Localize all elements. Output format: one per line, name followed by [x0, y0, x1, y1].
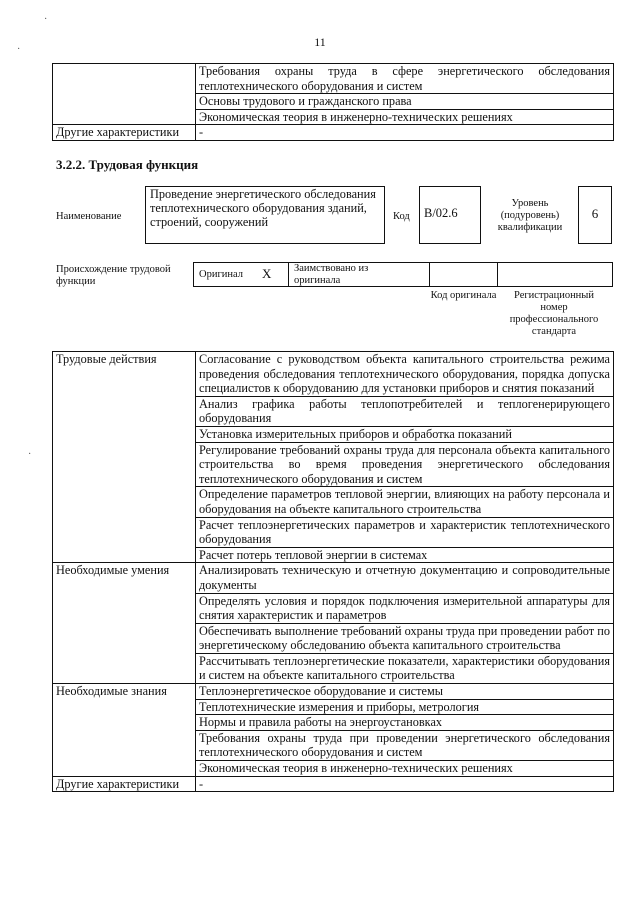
table-row — [53, 776, 614, 792]
origin-original-mark: X — [262, 266, 272, 281]
origin-code-cell — [429, 262, 498, 287]
labor-action-item: Согласование с руководством объекта капитального строительства режима проведения обследования теплотехнического оборудования, порядка допуска специалистов к оборудованию для установки приборов и снятия показаний — [196, 352, 614, 397]
level-label: Уровень (подуровень) квалификации — [497, 198, 563, 233]
other-characteristics-label: Другие характеристики — [53, 125, 196, 141]
top-knowledge-table — [52, 63, 614, 141]
labor-action-item: Расчет потерь тепловой энергии в системах — [196, 547, 614, 563]
knowledge-item: Теплотехнические измерения и приборы, метрология — [196, 699, 614, 715]
function-code-box: B/02.6 — [419, 186, 481, 244]
table-row — [53, 64, 614, 94]
skill-item: Рассчитывать теплоэнергетические показатели, характеристики оборудования и систем на объекте капитального строительства — [196, 653, 614, 683]
knowledge-item: Экономическая теория в инженерно-технических решениях — [196, 761, 614, 777]
labor-action-item: Регулирование требований охраны труда для персонала объекта капитального строительства во время проведения энергетического обследования теплотехнического оборудования и систем — [196, 442, 614, 487]
required-skills-label: Необходимые умения — [53, 563, 196, 684]
origin-label: Происхождение трудовой функции — [56, 264, 171, 287]
other-characteristics-value: - — [196, 776, 614, 792]
section-title: 3.2.2. Трудовая функция — [56, 157, 199, 172]
table-row — [53, 125, 614, 141]
labor-function-table — [52, 351, 614, 792]
name-label: Наименование — [56, 211, 122, 222]
knowledge-item: Требования охраны труда в сфере энергетического обследования теплотехнического оборудования и систем — [196, 64, 614, 94]
labor-action-item: Расчет теплоэнергетических параметров и характеристик теплотехнического оборудования — [196, 517, 614, 547]
skill-item: Обеспечивать выполнение требований охраны труда при проведении работ по энергетическому обследованию объекта капитального строительства — [196, 623, 614, 653]
other-characteristics-label: Другие характеристики — [53, 776, 196, 792]
table-row — [53, 563, 614, 593]
labor-action-item: Анализ графика работы теплопотребителей и теплогенерирующего оборудования — [196, 396, 614, 426]
other-characteristics-value: - — [196, 125, 614, 141]
origin-borrowed-label: Заимствовано из оригинала — [294, 263, 369, 286]
table-row — [53, 684, 614, 700]
labor-action-item: Установка измерительных приборов и обработка показаний — [196, 426, 614, 442]
skill-item: Анализировать техническую и отчетную документацию и сопроводительные документы — [196, 563, 614, 593]
origin-original-label: Оригинал — [199, 269, 243, 280]
scan-speck: · — [28, 449, 32, 460]
knowledge-item: Теплоэнергетическое оборудование и системы — [196, 684, 614, 700]
skill-item: Определять условия и порядок подключения измерительной аппаратуры для снятия характеристик и параметров — [196, 593, 614, 623]
origin-code-caption: Код оригинала — [430, 290, 497, 301]
empty-label-cell — [53, 64, 196, 125]
page-number: 11 — [314, 35, 326, 49]
origin-reg-caption: Регистрационный номер профессионального стандарта — [509, 290, 599, 337]
labor-action-item: Определение параметров тепловой энергии, влияющих на работу персонала и оборудования на объекте капитального строительства — [196, 487, 614, 517]
scan-speck: · — [44, 14, 48, 25]
knowledge-item: Нормы и правила работы на энергоустановках — [196, 715, 614, 731]
labor-actions-label: Трудовые действия — [53, 352, 196, 563]
code-label: Код — [393, 211, 410, 222]
scan-speck: · — [17, 44, 21, 55]
required-knowledge-label: Необходимые знания — [53, 684, 196, 777]
level-value-box: 6 — [578, 186, 612, 244]
knowledge-item: Основы трудового и гражданского права — [196, 94, 614, 110]
knowledge-item: Требования охраны труда при проведении энергетического обследования теплотехнического оборудования и систем — [196, 730, 614, 760]
knowledge-item: Экономическая теория в инженерно-технических решениях — [196, 109, 614, 125]
table-row — [53, 352, 614, 397]
function-name-box: Проведение энергетического обследования теплотехнического оборудования зданий, строений, сооружений — [145, 186, 385, 244]
